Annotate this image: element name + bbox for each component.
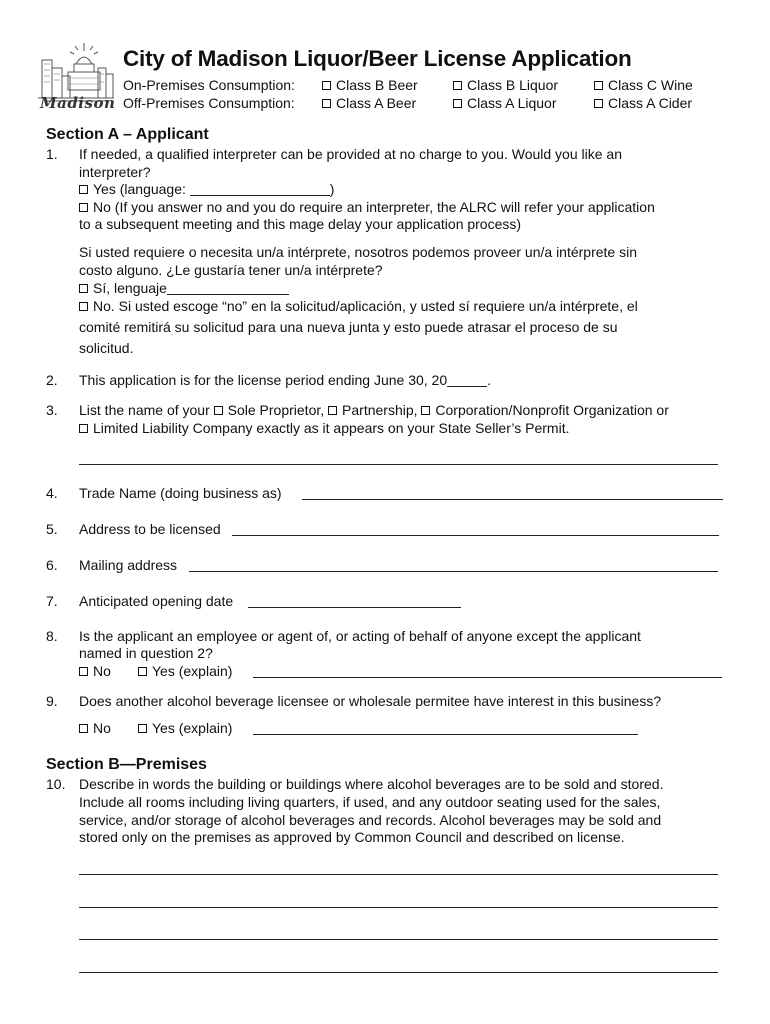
lenguaje-field[interactable] — [167, 294, 289, 295]
class-a-cider-option[interactable]: Class A Cider — [594, 95, 692, 112]
q1-no-line2: to a subsequent meeting and this mage delay your application process) — [79, 216, 522, 232]
q1-yes-option[interactable]: Yes (language: ) — [79, 181, 334, 198]
page-title: City of Madison Liquor/Beer License Application — [123, 46, 632, 71]
checkbox[interactable] — [138, 667, 147, 676]
checkbox[interactable] — [322, 99, 331, 108]
q9-explain-field[interactable] — [253, 734, 638, 735]
q5-number: 5. — [46, 521, 58, 537]
q1-es-no-line2: comité remitirá su solicitud para una nueva junta y esto puede atrasar el proceso de su — [79, 319, 618, 335]
q2-text: This application is for the license period ending June 30, 20 . — [79, 372, 492, 388]
q10-line2: Include all rooms including living quarters, if used, and any outdoor seating used for the sales, — [79, 794, 661, 810]
license-year-field[interactable] — [447, 386, 487, 387]
checkbox[interactable] — [79, 203, 88, 212]
checkbox[interactable] — [79, 284, 88, 293]
q10-line1: Describe in words the building or buildings where alcohol beverages are to be sold and stored. — [79, 776, 664, 792]
logo-wordmark: Madison — [40, 94, 116, 112]
q6-number: 6. — [46, 557, 58, 573]
llc-checkbox[interactable] — [79, 424, 88, 433]
section-b-heading: Section B—Premises — [46, 756, 207, 773]
q8-explain-field[interactable] — [253, 677, 722, 678]
checkbox[interactable] — [79, 667, 88, 676]
on-premises-label: On-Premises Consumption: — [123, 77, 295, 93]
q1-no-option[interactable]: No (If you answer no and you do require an interpreter, the ALRC will refer your application — [79, 199, 655, 216]
q3-answer-line[interactable] — [79, 464, 718, 465]
q1-line1: If needed, a qualified interpreter can be provided at no charge to you. Would you like an — [79, 146, 622, 162]
q9-text: Does another alcohol beverage licensee or wholesale permitee have interest in this business? — [79, 693, 662, 709]
opening-date-field[interactable] — [248, 607, 461, 608]
premises-answer-line-4[interactable] — [79, 972, 718, 973]
licensed-address-field[interactable] — [232, 535, 719, 536]
q1-number: 1. — [46, 146, 58, 162]
q1-es-line2: costo alguno. ¿Le gustaría tener un/a intérprete? — [79, 262, 383, 278]
q4-number: 4. — [46, 485, 58, 501]
q7-label: Anticipated opening date — [79, 593, 234, 609]
class-b-beer-option[interactable]: Class B Beer — [322, 77, 418, 94]
q1-es-yes-option[interactable]: Sí, lenguaje — [79, 280, 289, 297]
q9-number: 9. — [46, 693, 58, 709]
mailing-address-field[interactable] — [189, 571, 718, 572]
class-b-liquor-option[interactable]: Class B Liquor — [453, 77, 558, 94]
q2-number: 2. — [46, 372, 58, 388]
sole-proprietor-checkbox[interactable] — [214, 406, 223, 415]
class-a-liquor-option[interactable]: Class A Liquor — [453, 95, 557, 112]
q1-es-no-line3: solicitud. — [79, 340, 134, 356]
q1-es-line1: Si usted requiere o necesita un/a intérprete, nosotros podemos proveer un/a intérprete sin — [79, 244, 637, 260]
language-field[interactable] — [190, 195, 330, 196]
q8-number: 8. — [46, 628, 58, 644]
checkbox[interactable] — [322, 81, 331, 90]
q8-no-option[interactable]: No — [79, 663, 111, 680]
q5-label: Address to be licensed — [79, 521, 221, 537]
class-c-wine-option[interactable]: Class C Wine — [594, 77, 693, 94]
q10-number: 10. — [46, 776, 66, 792]
section-a-heading: Section A – Applicant — [46, 126, 209, 143]
class-a-beer-option[interactable]: Class A Beer — [322, 95, 416, 112]
q3-number: 3. — [46, 402, 58, 418]
q4-label: Trade Name (doing business as) — [79, 485, 282, 501]
q6-label: Mailing address — [79, 557, 178, 573]
q3-line1: List the name of your Sole Proprietor, Partnership, Corporation/Nonprofit Organization or — [79, 402, 669, 418]
premises-answer-line-1[interactable] — [79, 874, 718, 875]
premises-answer-line-2[interactable] — [79, 907, 718, 908]
q1-es-no-option[interactable]: No. Si usted escoge “no” en la solicitud/aplicación, y usted sí requiere un/a intérprete, el — [79, 298, 638, 315]
madison-logo — [34, 42, 116, 116]
premises-answer-line-3[interactable] — [79, 939, 718, 940]
trade-name-field[interactable] — [302, 499, 723, 500]
off-premises-label: Off-Premises Consumption: — [123, 95, 295, 111]
corporation-checkbox[interactable] — [421, 406, 430, 415]
checkbox[interactable] — [79, 185, 88, 194]
checkbox[interactable] — [453, 81, 462, 90]
q3-line2: Limited Liability Company exactly as it appears on your State Seller’s Permit. — [79, 420, 569, 437]
checkbox[interactable] — [453, 99, 462, 108]
checkbox[interactable] — [594, 99, 603, 108]
checkbox[interactable] — [79, 302, 88, 311]
q8-line1: Is the applicant an employee or agent of, or acting of behalf of anyone except the applicant — [79, 628, 641, 644]
q8-yes-option[interactable]: Yes (explain) — [138, 663, 232, 680]
partnership-checkbox[interactable] — [328, 406, 337, 415]
q8-line2: named in question 2? — [79, 645, 213, 661]
q10-line4: stored only on the premises as approved by Common Council and described on license. — [79, 829, 625, 845]
checkbox[interactable] — [594, 81, 603, 90]
q9-yes-option[interactable]: Yes (explain) — [138, 720, 232, 737]
q7-number: 7. — [46, 593, 58, 609]
checkbox[interactable] — [138, 724, 147, 733]
q10-line3: service, and/or storage of alcohol beverages and records. Alcohol beverages may be sold and — [79, 812, 662, 828]
q1-line2: interpreter? — [79, 164, 151, 180]
q9-no-option[interactable]: No — [79, 720, 111, 737]
checkbox[interactable] — [79, 724, 88, 733]
